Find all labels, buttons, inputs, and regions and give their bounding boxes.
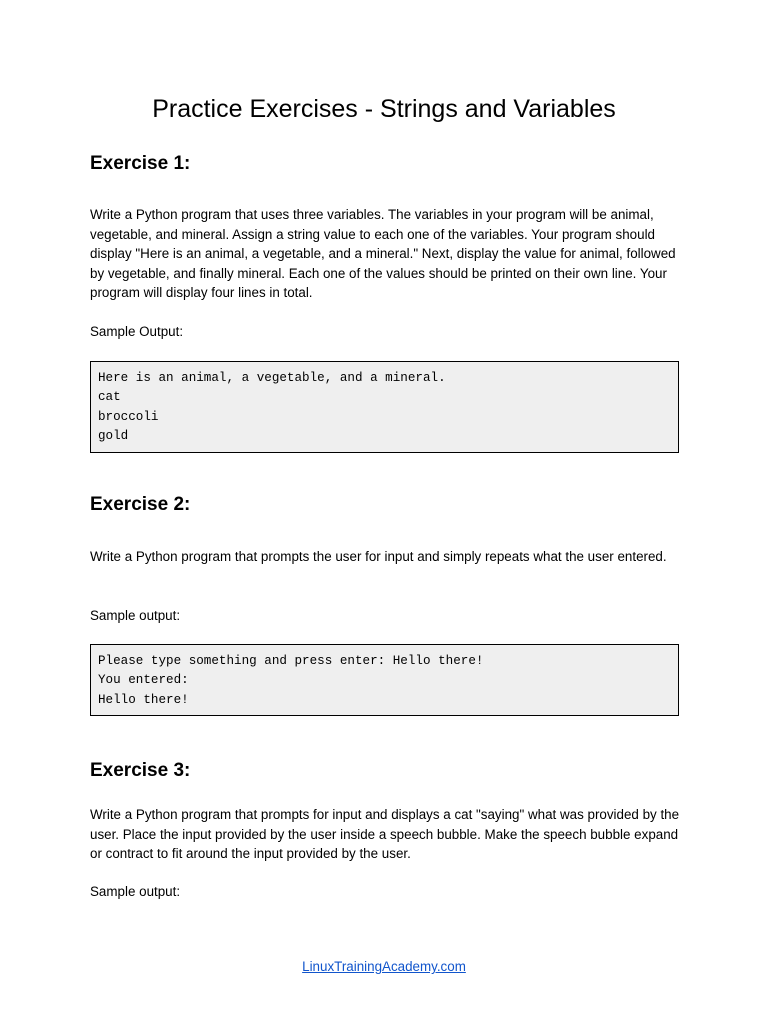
exercise-3-description: Write a Python program that prompts for input and displays a cat "saying" what was provided by the user. Place the input provided by the user inside a speech bubble. Make the speech bubble expand or contract to fit around the input provided by the user. [90, 807, 680, 862]
code-line: cat [98, 390, 121, 405]
exercise-1-description: Write a Python program that uses three variables. The variables in your program will be animal, vegetable, and mineral. Assign a string value to each one of the variables. Your program should display "Here is an animal, a vegetable, and a mineral." Next, display the value for animal, followed by vegetable, and finally mineral. Each one of the values should be printed on their own line. Your program will display four lines in total. [90, 207, 676, 301]
code-line: You entered: [98, 673, 189, 688]
footer [0, 957, 768, 976]
footer-link[interactable]: LinuxTrainingAcademy.com [302, 959, 466, 974]
exercise-3-heading: Exercise 3: [90, 760, 191, 781]
page-title: Practice Exercises - Strings and Variables [152, 95, 616, 123]
exercise-2-description: Write a Python program that prompts the user for input and simply repeats what the user entered. [90, 549, 667, 564]
exercise-1-sample-label: Sample Output: [90, 324, 184, 339]
code-line: Here is an animal, a vegetable, and a mineral. [98, 371, 446, 385]
code-line: Please type something and press enter: Hello there! [98, 654, 484, 668]
code-line: broccoli [98, 409, 159, 424]
exercise-1-code-block [90, 361, 679, 453]
code-line: gold [98, 429, 129, 444]
exercise-2-code-block [90, 644, 679, 716]
exercise-2-heading: Exercise 2: [90, 494, 191, 515]
code-line: Hello there! [98, 692, 189, 707]
exercise-3-sample-label: Sample output: [90, 884, 181, 899]
exercise-1-heading: Exercise 1: [90, 153, 191, 174]
exercise-2-sample-label: Sample output: [90, 608, 181, 623]
